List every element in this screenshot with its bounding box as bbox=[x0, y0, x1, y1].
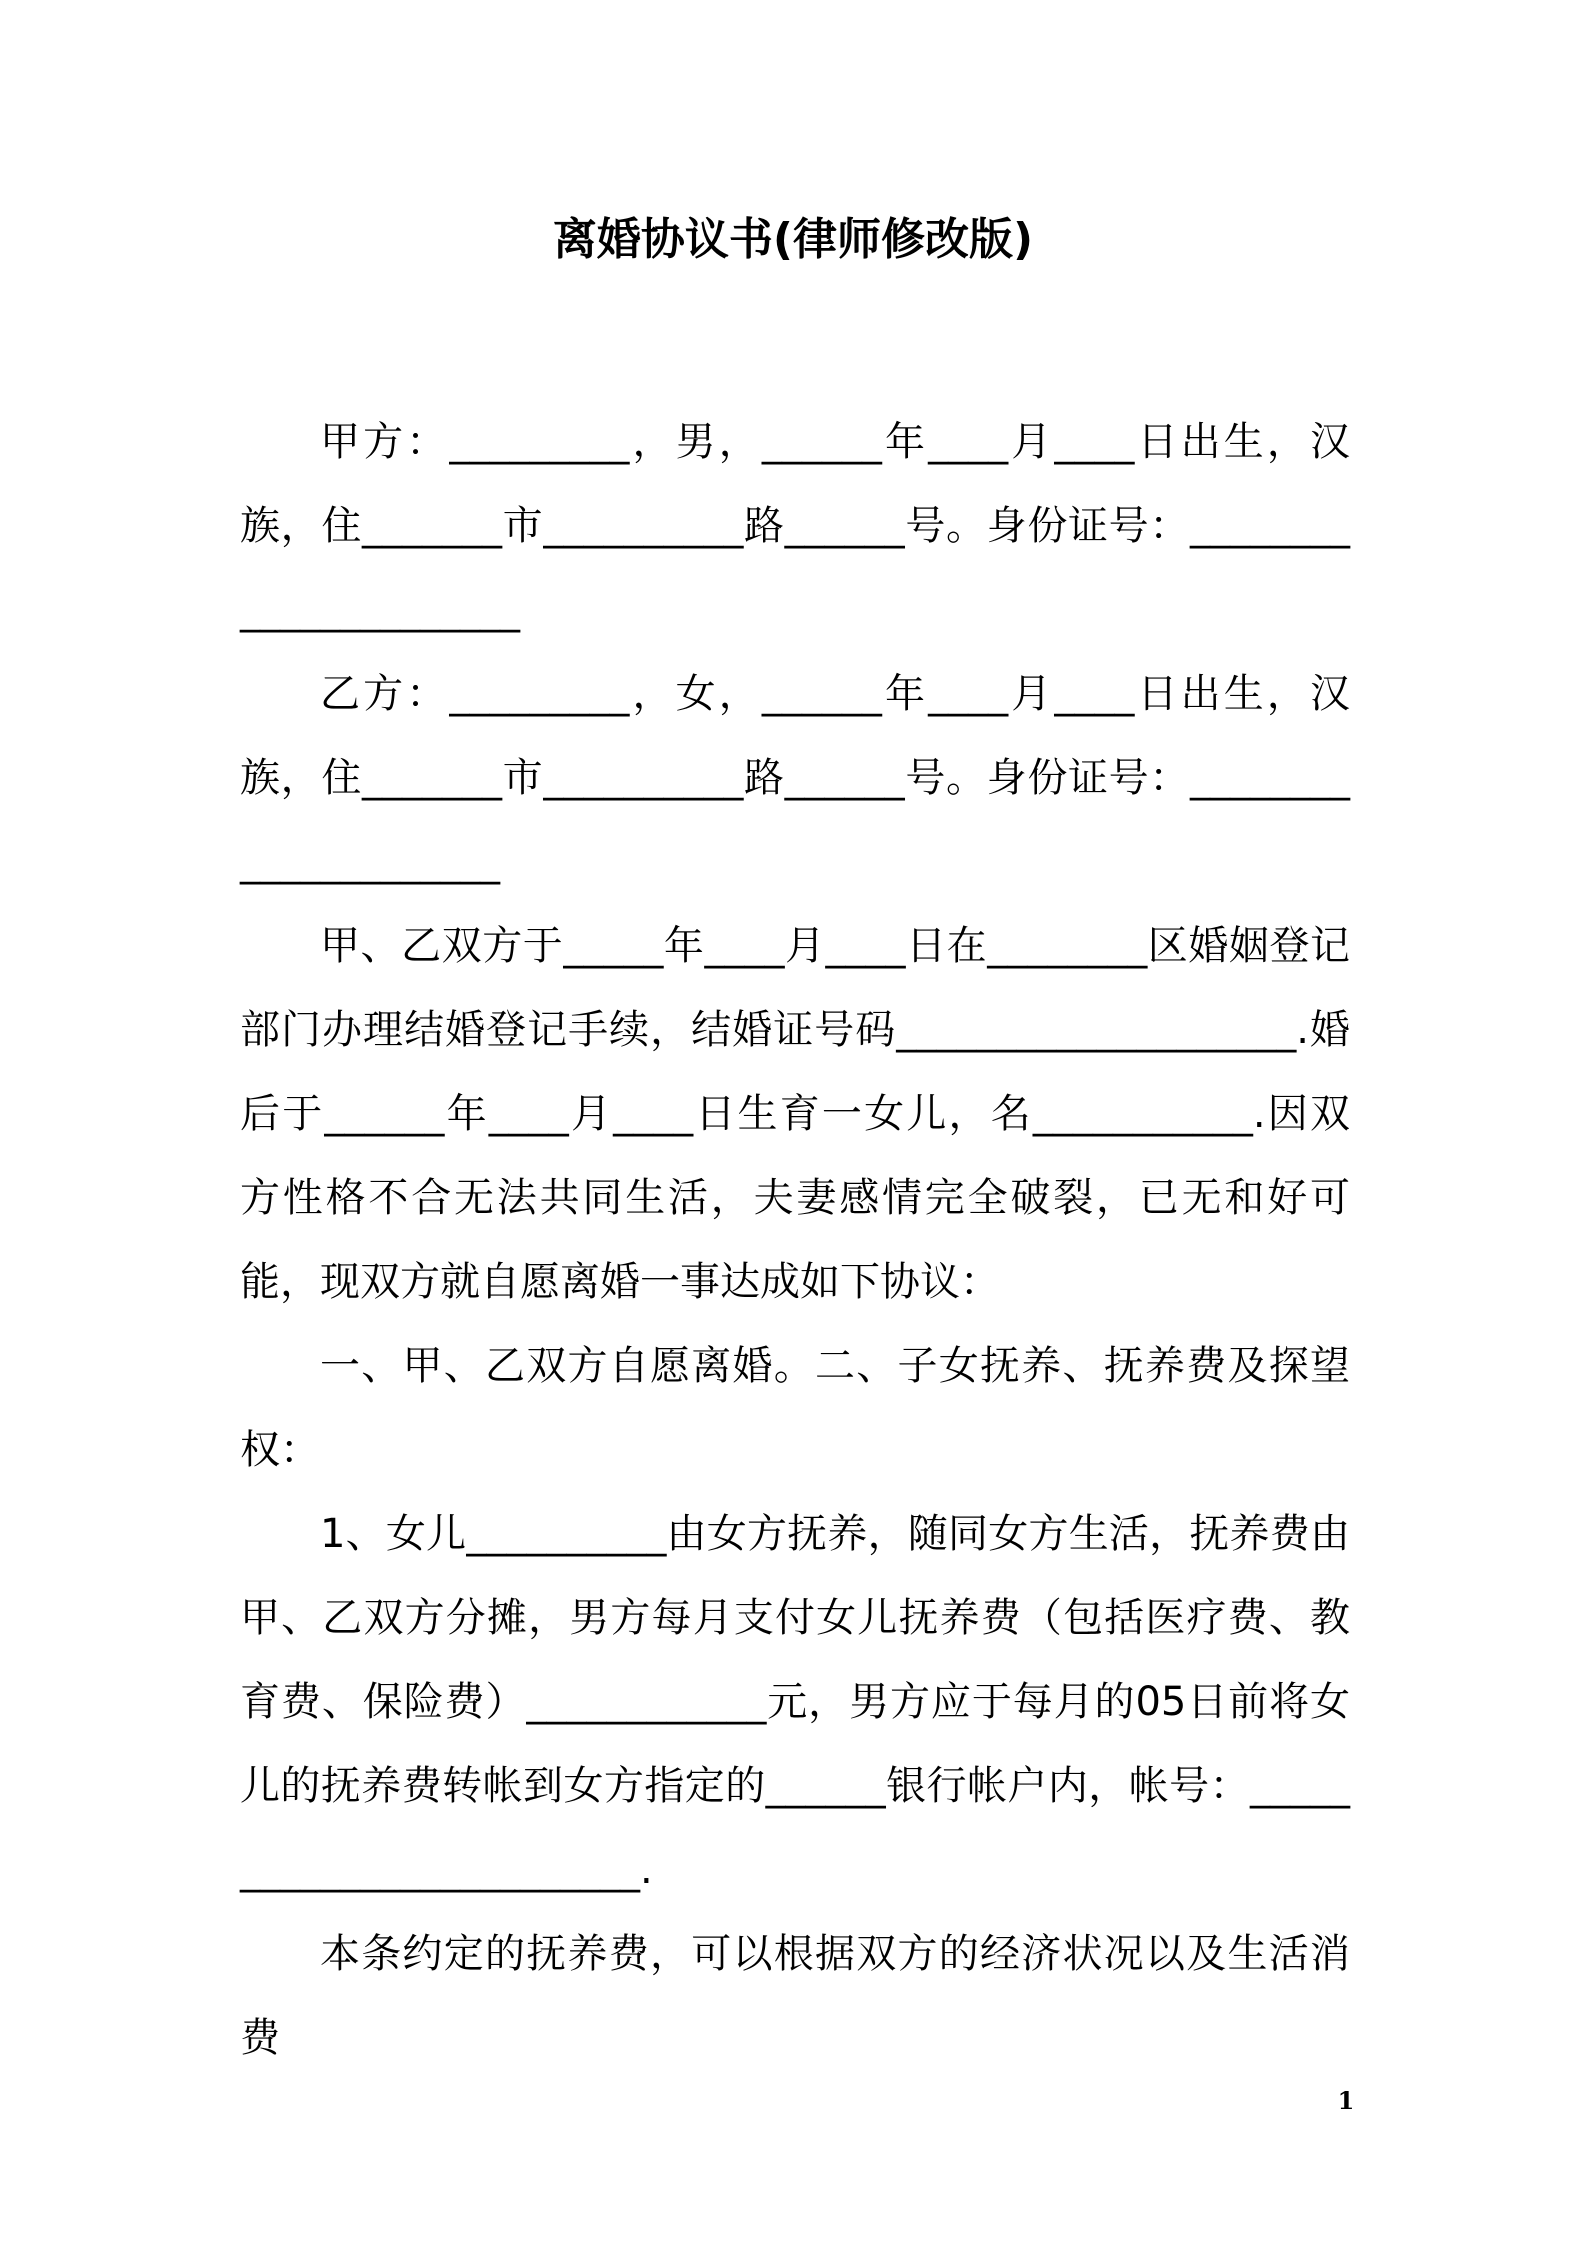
party-b-paragraph: 乙方：_________，女，______年____月____日出生，汉族，住_______市__________路______号。身份证号：_____________________ bbox=[240, 671, 1350, 885]
document-body bbox=[240, 400, 1350, 2080]
party-a-paragraph: 甲方：_________，男，______年____月____日出生，汉族，住_______市__________路______号。身份证号：______________________ bbox=[240, 419, 1350, 633]
child-support-paragraph: 1、女儿__________由女方抚养，随同女方生活，抚养费由甲、乙双方分摊，男方每月支付女儿抚养费（包括医疗费、教育费、保险费）____________元，男方应于每月的05日前将女儿的抚养费转帐到女方指定的______银行帐户内，帐号：_________________________. bbox=[240, 1511, 1350, 1893]
support-adjustment-paragraph: 本条约定的抚养费，可以根据双方的经济状况以及生活消费 bbox=[240, 1931, 1350, 2061]
marriage-info-paragraph: 甲、乙双方于_____年____月____日在________区婚姻登记部门办理结婚登记手续，结婚证号码____________________.婚后于______年____月____日生育一女儿，名___________.因双方性格不合无法共同生活，夫妻感情完全破裂，已无和好可能，现双方就自愿离婚一事达成如下协议： bbox=[240, 923, 1350, 1305]
page-number: 1 bbox=[1337, 2086, 1355, 2115]
page-title: 离婚协议书(律师修改版) bbox=[552, 214, 1034, 265]
clause-divorce-paragraph: 一、甲、乙双方自愿离婚。二、子女抚养、抚养费及探望权： bbox=[240, 1343, 1350, 1473]
